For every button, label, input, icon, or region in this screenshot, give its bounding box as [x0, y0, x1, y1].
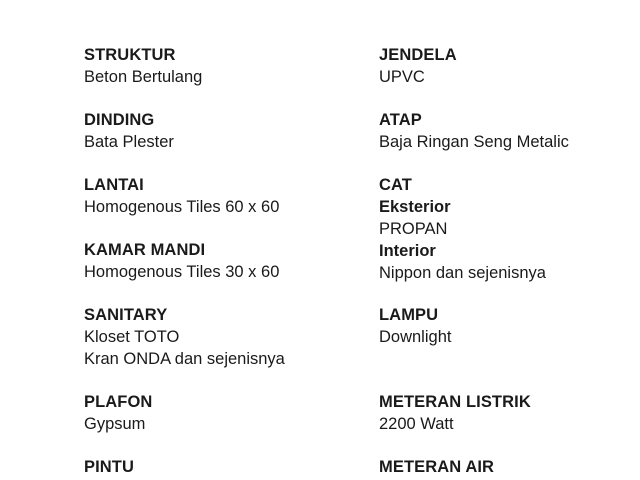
spec-atap: [379, 109, 639, 153]
spec-lampu: [379, 304, 639, 348]
spec-title: JENDELA: [379, 46, 457, 64]
spec-kamar-mandi: [84, 239, 344, 283]
spec-jendela: [379, 44, 639, 88]
spec-value: Kran ONDA dan sejenisnya: [84, 350, 285, 368]
spec-struktur: [84, 44, 344, 88]
spec-value: Homogenous Tiles 30 x 60: [84, 263, 280, 281]
spec-subtitle: Eksterior: [379, 198, 451, 216]
spec-value: 2200 Watt: [379, 415, 454, 433]
spec-value: Baja Ringan Seng Metalic: [379, 133, 569, 151]
spec-subtitle: Interior: [379, 242, 436, 260]
spec-value: Kloset TOTO: [84, 328, 180, 346]
spec-title: ATAP: [379, 111, 422, 129]
spec-sanitary: [84, 304, 344, 370]
spec-title: PINTU: [84, 458, 134, 476]
spec-value: Bata Plester: [84, 133, 174, 151]
spec-value: Homogenous Tiles 60 x 60: [84, 198, 280, 216]
spec-cat: [379, 174, 639, 284]
spec-plafon: [84, 391, 344, 435]
spec-value: Downlight: [379, 328, 452, 346]
spec-title: SANITARY: [84, 306, 168, 324]
spec-title: METERAN AIR: [379, 458, 495, 476]
spec-value: Nippon dan sejenisnya: [379, 264, 546, 282]
spec-meteran-listrik: [379, 391, 639, 435]
spec-title: METERAN LISTRIK: [379, 393, 531, 411]
spec-title: STRUKTUR: [84, 46, 176, 64]
spec-dinding: [84, 109, 344, 153]
spec-meteran-air: [379, 456, 639, 478]
spec-value: PROPAN: [379, 220, 448, 238]
spec-lantai: [84, 174, 344, 218]
spec-pintu: [84, 456, 344, 478]
spec-title: LANTAI: [84, 176, 144, 194]
spec-title: KAMAR MANDI: [84, 241, 206, 259]
spec-title: PLAFON: [84, 393, 153, 411]
spec-title: CAT: [379, 176, 412, 194]
spec-value: UPVC: [379, 68, 425, 86]
spec-title: DINDING: [84, 111, 155, 129]
spec-title: LAMPU: [379, 306, 439, 324]
spec-value: Gypsum: [84, 415, 146, 433]
spec-value: Beton Bertulang: [84, 68, 203, 86]
